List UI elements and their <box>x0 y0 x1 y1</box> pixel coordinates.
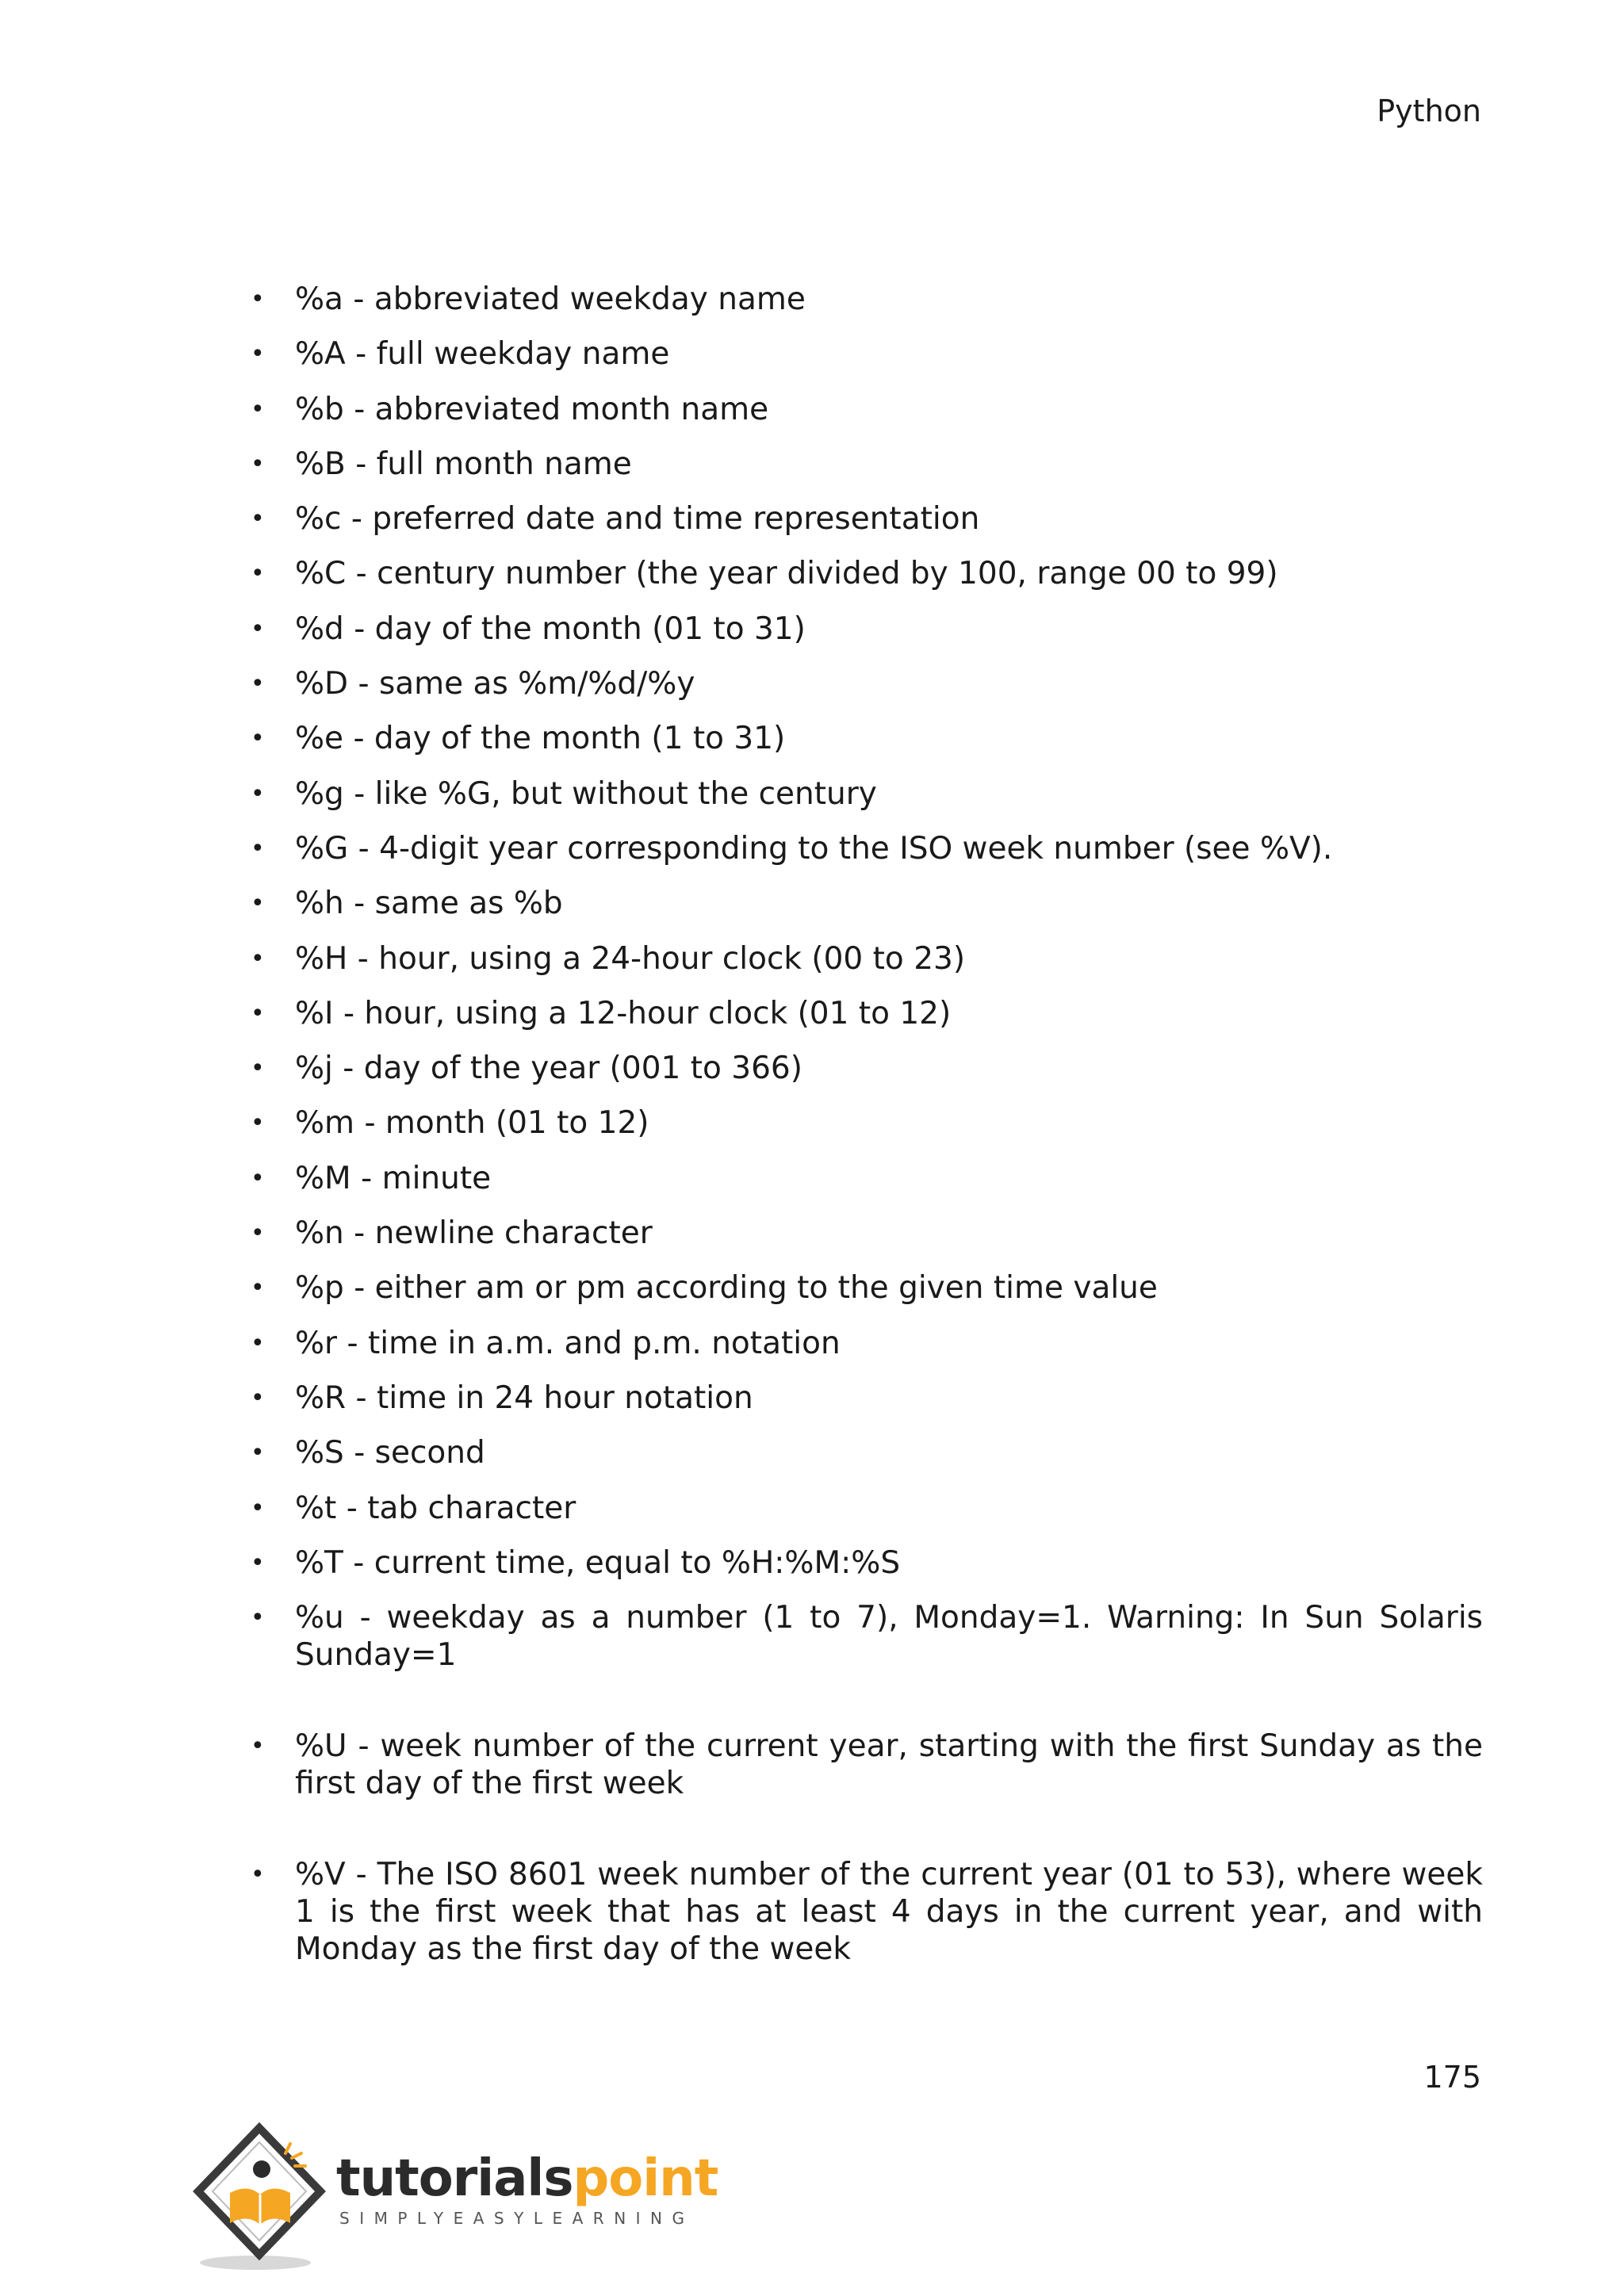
list-item <box>243 1856 1483 1968</box>
list-item-text: %d - day of the month (01 to 31) <box>295 610 806 647</box>
bullet-icon: • <box>251 1274 265 1303</box>
bullet-icon: • <box>251 1219 265 1248</box>
bullet-icon: • <box>251 779 265 808</box>
list-item-text: %U - week number of the current year, starting with the first Sunday as the first day of the first week <box>295 1728 1483 1802</box>
bullet-icon: • <box>251 1164 265 1192</box>
list-item <box>243 995 1483 1032</box>
list-item <box>243 1490 1483 1527</box>
bullet-icon: • <box>251 890 265 918</box>
bullet-icon: • <box>251 999 265 1027</box>
tutorialspoint-logo <box>192 2122 718 2272</box>
page-header-title: Python <box>1377 94 1481 128</box>
list-item <box>243 720 1483 757</box>
list-item <box>243 665 1483 702</box>
bullet-icon: • <box>251 725 265 753</box>
logo-word-dark: tutorials <box>336 2149 573 2208</box>
list-item-text: %H - hour, using a 24-hour clock (00 to 23) <box>295 940 966 977</box>
bullet-icon: • <box>251 1732 265 1761</box>
list-item-text: %B - full month name <box>295 446 632 482</box>
bullet-icon: • <box>251 670 265 698</box>
list-item <box>243 1050 1483 1087</box>
list-item-text: %a - abbreviated weekday name <box>295 281 806 317</box>
bullet-icon: • <box>251 1109 265 1138</box>
list-item <box>243 1434 1483 1471</box>
bullet-icon: • <box>251 614 265 643</box>
list-item-text: %b - abbreviated month name <box>295 391 769 427</box>
bullet-icon: • <box>251 1604 265 1632</box>
bullet-icon: • <box>251 505 265 534</box>
format-code-list <box>243 281 1483 1985</box>
bullet-icon: • <box>251 1383 265 1412</box>
list-item <box>243 1104 1483 1142</box>
page-number: 175 <box>1423 2060 1481 2095</box>
list-item-text: %g - like %G, but without the century <box>295 775 877 812</box>
bullet-icon: • <box>251 1329 265 1357</box>
list-item <box>243 1380 1483 1417</box>
list-item-text: %G - 4-digit year corresponding to the ISO week number (see %V). <box>295 830 1333 867</box>
bullet-icon: • <box>251 450 265 478</box>
bullet-icon: • <box>251 944 265 973</box>
list-item-text: %r - time in a.m. and p.m. notation <box>295 1325 841 1361</box>
logo-diamond-icon <box>192 2122 343 2272</box>
list-item-text: %I - hour, using a 12-hour clock (01 to 12) <box>295 995 952 1031</box>
list-item <box>243 555 1483 592</box>
list-item <box>243 1160 1483 1197</box>
list-item <box>243 500 1483 538</box>
list-item-text: %D - same as %m/%d/%y <box>295 666 695 702</box>
list-item <box>243 610 1483 648</box>
list-item-text: %n - newline character <box>295 1215 653 1252</box>
bullet-icon: • <box>251 1494 265 1522</box>
list-item <box>243 885 1483 922</box>
list-item-text: %c - preferred date and time representation <box>295 501 980 538</box>
list-item-text: %u - weekday as a number (1 to 7), Monday=1. Warning: In Sun Solaris Sunday=1 <box>295 1600 1483 1674</box>
list-item-text: %e - day of the month (1 to 31) <box>295 721 786 757</box>
bullet-icon: • <box>251 1861 265 1889</box>
logo-tagline: SIMPLYEASYLEARNING <box>339 2209 695 2228</box>
list-item-text: %m - month (01 to 12) <box>295 1105 649 1142</box>
list-item-text: %V - The ISO 8601 week number of the current year (01 to 53), where week 1 is the first week that has at least 4 days in the current year, and with Monday as the first day of the week <box>295 1857 1483 1968</box>
bullet-icon: • <box>251 1548 265 1577</box>
list-item <box>243 391 1483 428</box>
list-item <box>243 775 1483 813</box>
list-item-text: %M - minute <box>295 1160 492 1196</box>
bullet-icon: • <box>251 285 265 313</box>
logo-word-orange: point <box>573 2149 718 2208</box>
list-item <box>243 1269 1483 1307</box>
list-item-text: %C - century number (the year divided by 100, range 00 to 99) <box>295 556 1278 592</box>
bullet-icon: • <box>251 1439 265 1468</box>
list-item-text: %p - either am or pm according to the given time value <box>295 1270 1158 1307</box>
list-item <box>243 1544 1483 1582</box>
list-item <box>243 1215 1483 1252</box>
bullet-icon: • <box>251 1054 265 1083</box>
list-item-text: %h - same as %b <box>295 886 563 922</box>
list-item <box>243 1325 1483 1362</box>
list-item-text: %R - time in 24 hour notation <box>295 1380 753 1416</box>
list-item <box>243 940 1483 978</box>
bullet-icon: • <box>251 340 265 369</box>
list-item <box>243 281 1483 318</box>
bullet-icon: • <box>251 395 265 423</box>
list-item-text: %S - second <box>295 1435 485 1471</box>
list-item-text: %t - tab character <box>295 1490 576 1526</box>
list-item <box>243 1599 1483 1674</box>
list-item <box>243 446 1483 483</box>
bullet-icon: • <box>251 560 265 588</box>
list-item <box>243 1728 1483 1802</box>
list-item-text: %A - full weekday name <box>295 336 670 373</box>
list-item-text: %T - current time, equal to %H:%M:%S <box>295 1544 901 1581</box>
list-item-text: %j - day of the year (001 to 366) <box>295 1050 802 1087</box>
list-item <box>243 830 1483 867</box>
logo-wordmark <box>336 2149 718 2208</box>
bullet-icon: • <box>251 834 265 863</box>
list-item <box>243 335 1483 373</box>
